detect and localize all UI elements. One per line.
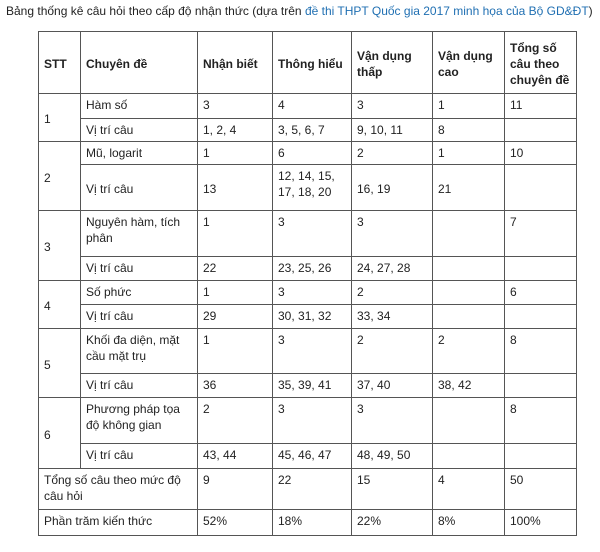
position-cell: 23, 25, 26 [273,257,352,281]
count-cell: 1 [198,329,273,374]
position-cell: 21 [433,165,505,211]
totals-cell: 22 [273,469,352,510]
totals-cell: 4 [433,469,505,510]
table-caption [6,4,593,19]
stt-cell: 3 [39,211,81,281]
count-cell [433,211,505,257]
position-cell: 36 [198,374,273,398]
table-row [39,165,577,211]
caption-suffix: ) [588,4,593,18]
table-row [39,444,577,469]
stt-cell: 2 [39,142,81,211]
percent-row [39,510,577,536]
table-row [39,119,577,142]
count-cell: 3 [352,211,433,257]
stt-cell: 1 [39,94,81,142]
stt-cell: 6 [39,398,81,469]
percent-cell: 100% [505,510,577,536]
position-cell: 33, 34 [352,305,433,329]
stats-table [38,31,577,536]
position-cell [433,305,505,329]
total-cell: 6 [505,281,577,305]
total-cell: 8 [505,398,577,444]
caption-link[interactable]: đề thi THPT Quốc gia 2017 minh họa của Bộ GD&ĐT [304,4,589,18]
position-label: Vị trí câu [81,165,198,211]
position-cell: 3, 5, 6, 7 [273,119,352,142]
position-cell: 9, 10, 11 [352,119,433,142]
position-cell: 1, 2, 4 [198,119,273,142]
total-cell: 10 [505,142,577,165]
position-cell: 24, 27, 28 [352,257,433,281]
count-cell: 1 [198,142,273,165]
count-cell: 1 [198,281,273,305]
count-cell: 3 [352,398,433,444]
position-cell: 29 [198,305,273,329]
header-row [39,32,577,94]
count-cell: 2 [352,281,433,305]
totals-cell: 15 [352,469,433,510]
position-cell: 48, 49, 50 [352,444,433,469]
table-row [39,142,577,165]
position-label: Vị trí câu [81,257,198,281]
position-cell: 30, 31, 32 [273,305,352,329]
table-row [39,398,577,444]
totals-cell: 50 [505,469,577,510]
totals-cell: 9 [198,469,273,510]
count-cell: 3 [273,329,352,374]
table-row [39,374,577,398]
position-cell: 16, 19 [352,165,433,211]
topic-cell: Nguyên hàm, tích phân [81,211,198,257]
table-row [39,211,577,257]
count-cell: 3 [273,398,352,444]
table-row [39,305,577,329]
position-cell: 22 [198,257,273,281]
stt-cell: 4 [39,281,81,329]
position-cell [505,305,577,329]
position-cell: 12, 14, 15, 17, 18, 20 [273,165,352,211]
count-cell: 4 [273,94,352,119]
position-cell [433,444,505,469]
percent-cell: 8% [433,510,505,536]
topic-cell: Phương pháp tọa độ không gian [81,398,198,444]
count-cell: 3 [273,211,352,257]
position-label: Vị trí câu [81,119,198,142]
position-cell: 13 [198,165,273,211]
header-stt: STT [39,32,81,94]
topic-cell: Mũ, logarit [81,142,198,165]
position-cell: 45, 46, 47 [273,444,352,469]
count-cell: 3 [352,94,433,119]
position-cell: 38, 42 [433,374,505,398]
count-cell: 3 [198,94,273,119]
position-cell: 43, 44 [198,444,273,469]
topic-cell: Số phức [81,281,198,305]
count-cell: 2 [198,398,273,444]
count-cell: 2 [352,142,433,165]
table-row [39,281,577,305]
header-recognize: Nhận biết [198,32,273,94]
position-label: Vị trí câu [81,374,198,398]
percent-label: Phần trăm kiến thức [39,510,198,536]
position-cell [505,257,577,281]
total-cell: 7 [505,211,577,257]
header-total: Tổng số câu theo chuyên đề [505,32,577,94]
totals-label: Tổng số câu theo mức độ câu hỏi [39,469,198,510]
position-label: Vị trí câu [81,444,198,469]
totals-row [39,469,577,510]
table-row [39,329,577,374]
position-cell [433,257,505,281]
count-cell: 1 [433,94,505,119]
percent-cell: 52% [198,510,273,536]
position-cell: 8 [433,119,505,142]
table-row [39,94,577,119]
percent-cell: 22% [352,510,433,536]
percent-cell: 18% [273,510,352,536]
header-apply-high: Vận dụng cao [433,32,505,94]
header-apply-low: Vận dụng thấp [352,32,433,94]
total-cell: 8 [505,329,577,374]
position-cell [505,165,577,211]
total-cell: 11 [505,94,577,119]
count-cell: 1 [198,211,273,257]
topic-cell: Hàm số [81,94,198,119]
position-cell [505,444,577,469]
count-cell: 6 [273,142,352,165]
position-label: Vị trí câu [81,305,198,329]
count-cell: 1 [433,142,505,165]
count-cell [433,398,505,444]
count-cell: 2 [433,329,505,374]
header-topic: Chuyên đề [81,32,198,94]
topic-cell: Khối đa diện, mặt cầu mặt trụ [81,329,198,374]
position-cell: 37, 40 [352,374,433,398]
count-cell: 2 [352,329,433,374]
table-row [39,257,577,281]
count-cell: 3 [273,281,352,305]
caption-prefix: Bảng thống kê câu hỏi theo cấp độ nhận thức (dựa trên [6,4,305,18]
stt-cell: 5 [39,329,81,398]
count-cell [433,281,505,305]
position-cell: 35, 39, 41 [273,374,352,398]
header-understand: Thông hiểu [273,32,352,94]
position-cell [505,374,577,398]
position-cell [505,119,577,142]
